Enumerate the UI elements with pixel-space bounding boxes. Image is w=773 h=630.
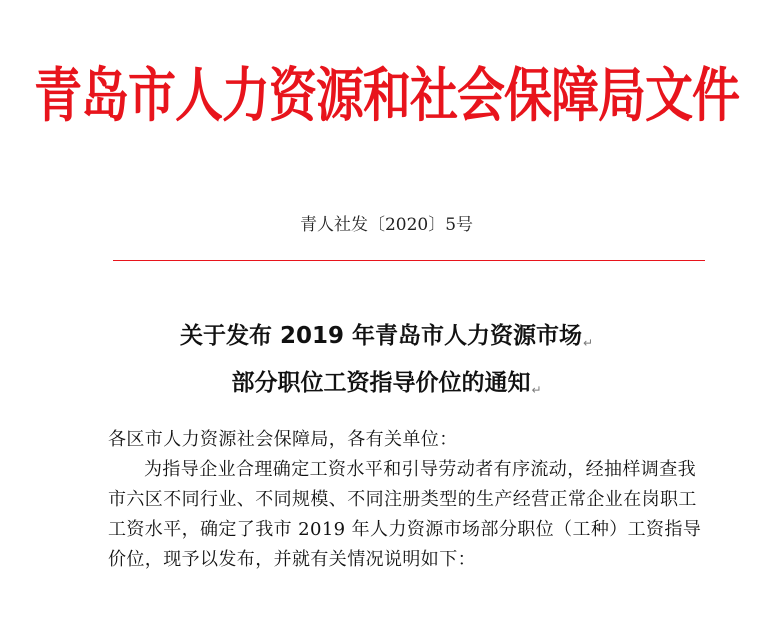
document-title (0, 316, 773, 410)
paragraph-mark-icon: ↵ (531, 383, 542, 397)
title-line-2 (0, 363, 773, 410)
issuer-header: 青岛市人力资源和社会保障局文件 (33, 61, 739, 131)
title-line-1-text: 关于发布 2019 年青岛市人力资源市场 (179, 323, 582, 349)
document-number: 青人社发〔2020〕5号 (299, 215, 474, 235)
salutation: 各区市人力资源社会保障局，各有关单位： (108, 429, 458, 450)
paragraph-mark-icon: ↵ (582, 336, 594, 350)
title-line-1 (0, 316, 773, 363)
document-body (108, 425, 708, 575)
body-paragraph: 为指导企业合理确定工资水平和引导劳动者有序流动，经抽样调查我市六区不同行业、不同规模、不同注册类型的生产经营正常企业在岗职工工资水平，确定了我市 2019 年人力资源市场部分职位（工种）工资指导价位，现予以发布，并就有关情况说明如下： (108, 459, 702, 570)
red-separator-line (113, 260, 705, 261)
title-line-2-text: 部分职位工资指导价位的通知 (231, 370, 531, 396)
